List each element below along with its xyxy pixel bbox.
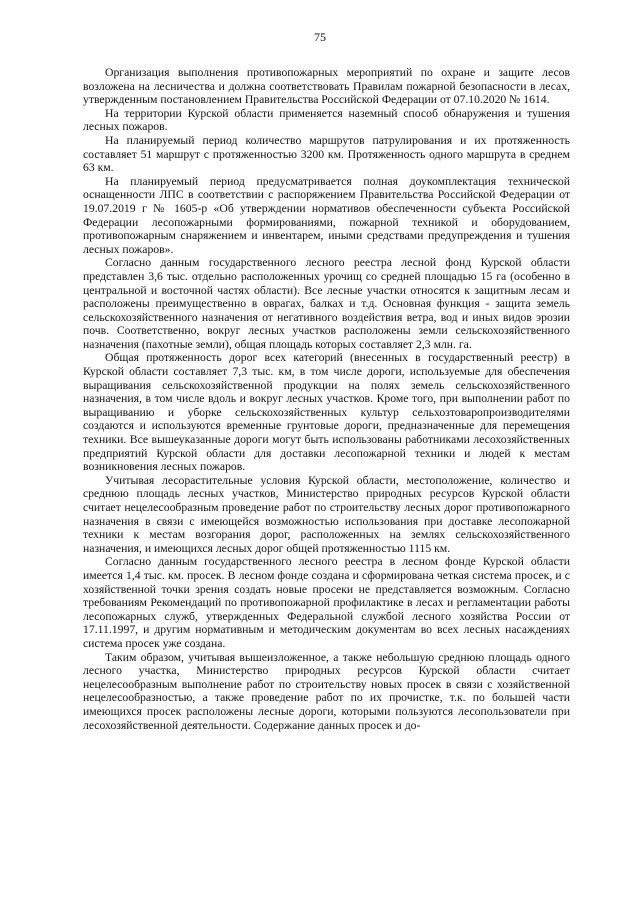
page-number: 75 — [314, 30, 326, 44]
paragraph-equipment: На планируемый период предусматривается полная доукомплектация технической оснащенности ЛПС в соответствии с распоряжением Правительства Российской Федерации от 19.07.2019 г № 1605-р «Об утверждении нормативов обеспеченности субъекта Российской Федерации лесопожарными формированиями, пожарной техникой и оборудованием, противопожарным снаряжением и инвентарем, иными средствами предупреждения и тушения лесных пожаров». — [83, 174, 570, 256]
paragraph-roads: Общая протяженность дорог всех категорий (внесенных в государственный реестр) в Курской области составляет 7,3 тыс. км, в том числе дороги, используемые для обеспечения выращивания сельскохозяйственной продукции на полях земель сельскохозяйственного назначения, в том числе вдоль и вокруг лесных участков. Кроме того, при выполнении работ по выращиванию и уборке сельскохозяйственных культур сельхозтоваропроизводителями создаются и используются временные грунтовые дороги, предназначенные для перемещения техники. Все вышеуказанные дороги могут быть использованы работниками лесохозяйственных предприятий Курской области для доставки лесопожарной техники и людей к местам возникновения лесных пожаров. — [83, 351, 570, 474]
paragraph-fire-measures: Организация выполнения противопожарных мероприятий по охране и защите лесов возложена на лесничества и должна соответствовать Правилам пожарной безопасности в лесах, утвержденным постановлением Правительства Российской Федерации от 07.10.2020 № 1614. — [83, 66, 570, 107]
paragraph-conclusion: Таким образом, учитывая вышеизложенное, а также небольшую среднюю площадь одного лесного участка, Министерство природных ресурсов Курской области считает нецелесообразным выполнение работ по строительству новых просек в связи с хозяйственной нецелесообразностью, а также проведение работ по их прочистке, т.к. по большей части имеющихся просек расположены лесные дороги, которыми пользуются лесопользователи при лесохозяйственной деятельности. Содержание данных просек и до- — [83, 650, 570, 732]
paragraph-clearings: Согласно данным государственного лесного реестра в лесном фонде Курской области имеется 1,4 тыс. км. просек. В лесном фонде создана и сформирована четкая система просек, и с хозяйственной точки зрения создать новые просеки не представляется возможным. Согласно требованиям Рекомендаций по противопожарной профилактике в лесах и регламентации работы лесопожарных служб, утвержденных Федеральной службой лесного хозяйства России от 17.11.1997, и другим нормативным и методическим документам во всех лесных насаждениях система просек уже создана. — [83, 555, 570, 650]
body-text — [83, 66, 570, 732]
paragraph-forest-roads: Учитывая лесорастительные условия Курской области, местоположение, количество и среднюю площадь лесных участков, Министерство природных ресурсов Курской области считает нецелесообразным проведение работ по строительству лесных дорог противопожарного назначения в связи с имеющейся возможностью использования при доставке лесопожарной техники к местам возгорания дорог, расположенных на землях сельскохозяйственного назначения, и имеющихся лесных дорог общей протяженностью 1115 км. — [83, 473, 570, 555]
paragraph-detection-method: На территории Курской области применяется наземный способ обнаружения и тушения лесных пожаров. — [83, 106, 570, 134]
paragraph-forest-registry: Согласно данным государственного лесного реестра лесной фонд Курской области представлен 3,6 тыс. отдельно расположенных урочищ со средней площадью 15 га (особенно в центральной и восточной частях области). Все лесные участки относятся к защитным лесам и расположены преимущественно в оврагах, балках и т.д. Основная функция - защита земель сельскохозяйственного назначения от негативного воздействия ветра, вод и иных видов эрозии почв. Соответственно, вокруг лесных участков расположены земли сельскохозяйственного назначения (пахотные земли), общая площадь которых составляет 2,3 млн. га. — [83, 256, 570, 351]
paragraph-patrol-routes: На планируемый период количество маршрутов патрулирования и их протяженность составляет 51 маршрут с протяженностью 3200 км. Протяженность одного маршрута в среднем 63 км. — [83, 133, 570, 175]
